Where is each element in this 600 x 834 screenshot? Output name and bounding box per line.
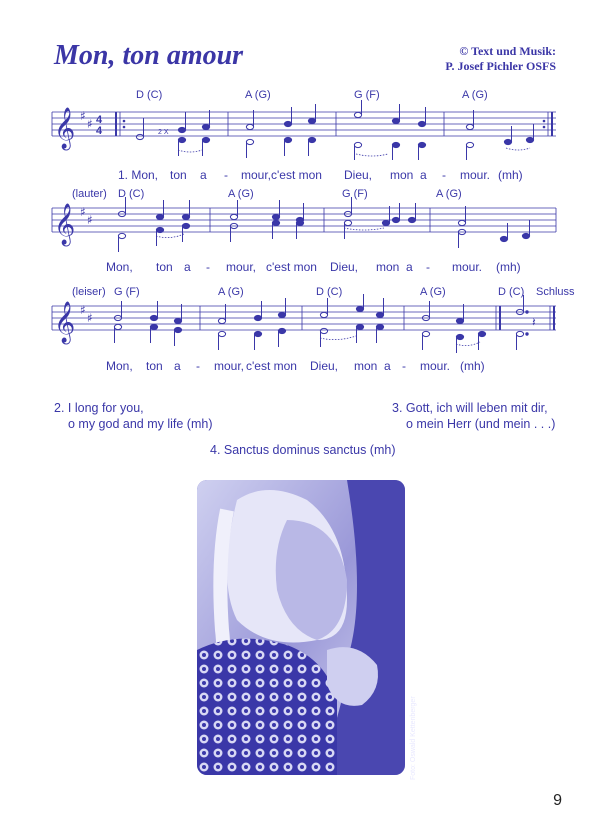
chord-1: D (C) — [136, 89, 163, 101]
verse-2-line-2: o my god and my life (mh) — [68, 417, 213, 431]
lyric-2-5: mour, — [226, 260, 257, 274]
staff-1 — [50, 100, 560, 162]
verse-3-line-2: o mein Herr (und mein . . .) — [406, 417, 556, 431]
song-title: Mon, ton amour — [54, 40, 244, 71]
chord-12: A (G) — [420, 286, 446, 298]
lyric-3-10: - — [402, 359, 406, 373]
treble-clef-icon: 𝄞 — [54, 302, 76, 343]
lyric-3-7: Dieu, — [310, 359, 339, 373]
verse-2-line-1: 2. I long for you, — [54, 401, 144, 415]
svg-text:♯: ♯ — [80, 303, 86, 317]
svg-text:𝄽: 𝄽 — [532, 315, 536, 329]
chord-10: A (G) — [218, 286, 244, 298]
lyric-3-12: (mh) — [460, 359, 485, 373]
lyric-2-7: Dieu, — [330, 260, 359, 274]
verse-3-line-1: 3. Gott, ich will leben mit dir, — [392, 401, 548, 415]
svg-text:♯: ♯ — [87, 311, 93, 325]
lyric-2-11: mour. — [452, 260, 483, 274]
chord-2: A (G) — [245, 89, 271, 101]
chord-7: G (F) — [342, 188, 368, 200]
lyric-2-12: (mh) — [496, 260, 521, 274]
lyric-2-4: - — [206, 260, 210, 274]
staff-3 — [50, 294, 560, 356]
lyric-2-1: Mon, — [106, 260, 133, 274]
lyric-1-12: (mh) — [498, 168, 523, 182]
chord-9: G (F) — [114, 286, 140, 298]
verse-4: 4. Sanctus dominus sanctus (mh) — [210, 443, 396, 457]
chord-3: G (F) — [354, 89, 380, 101]
lyric-1-10: - — [442, 168, 446, 182]
svg-text:4: 4 — [96, 125, 103, 137]
svg-text:♯: ♯ — [87, 117, 93, 131]
lyric-2-2: ton — [156, 260, 173, 274]
lyric-3-8: mon — [354, 359, 378, 373]
chord-11: D (C) — [316, 286, 343, 298]
lyric-1-11: mour. — [460, 168, 491, 182]
lyric-3-5: mour, — [214, 359, 245, 373]
lyric-1-2: ton — [170, 168, 187, 182]
lyric-1-7: Dieu, — [344, 168, 373, 182]
chord-5: D (C) — [118, 188, 145, 200]
photo-girl-and-hand — [197, 480, 405, 775]
dynamic-lauter: (lauter) — [72, 188, 107, 200]
credit-line-2: P. Josef Pichler OSFS — [445, 59, 556, 73]
chord-6: A (G) — [228, 188, 254, 200]
lyric-3-6: c'est mon — [246, 359, 297, 373]
dynamic-leiser: (leiser) — [72, 286, 106, 298]
svg-text:♯: ♯ — [80, 109, 86, 123]
lyric-2-10: - — [426, 260, 430, 274]
lyric-1-6: c'est mon — [271, 168, 322, 182]
svg-text:♯: ♯ — [80, 205, 86, 219]
lyric-1-8: mon — [390, 168, 414, 182]
page-number: 9 — [553, 792, 562, 809]
lyric-1-9: a — [420, 168, 427, 182]
lyric-3-1: Mon, — [106, 359, 133, 373]
chord-4: A (G) — [462, 89, 488, 101]
lyric-3-2: ton — [146, 359, 163, 373]
lyric-2-3: a — [184, 260, 191, 274]
staff-2 — [50, 196, 560, 258]
treble-clef-icon: 𝄞 — [54, 204, 76, 245]
lyric-3-9: a — [384, 359, 391, 373]
lyric-1-4: - — [224, 168, 228, 182]
photo-credit: Foto: Oswald Kettenberger — [410, 696, 417, 780]
lyric-3-11: mour. — [420, 359, 451, 373]
svg-text:4: 4 — [96, 114, 103, 126]
repeat-mark: 2 X — [158, 129, 169, 136]
chord-8: A (G) — [436, 188, 462, 200]
lyric-2-6: c'est mon — [266, 260, 317, 274]
lyric-3-4: - — [196, 359, 200, 373]
svg-text:♯: ♯ — [87, 213, 93, 227]
lyric-1-1: 1. Mon, — [118, 168, 159, 182]
credit-line-1: © Text und Musik: — [459, 44, 556, 58]
photo-image — [197, 480, 405, 775]
treble-clef-icon: 𝄞 — [54, 108, 76, 149]
chord-13: D (C) — [498, 286, 525, 298]
lyric-2-9: a — [406, 260, 413, 274]
lyric-1-3: a — [200, 168, 207, 182]
lyric-1-5: mour, — [241, 168, 272, 182]
lyric-2-8: mon — [376, 260, 400, 274]
ending-schluss: Schluss — [536, 286, 575, 298]
lyric-3-3: a — [174, 359, 181, 373]
